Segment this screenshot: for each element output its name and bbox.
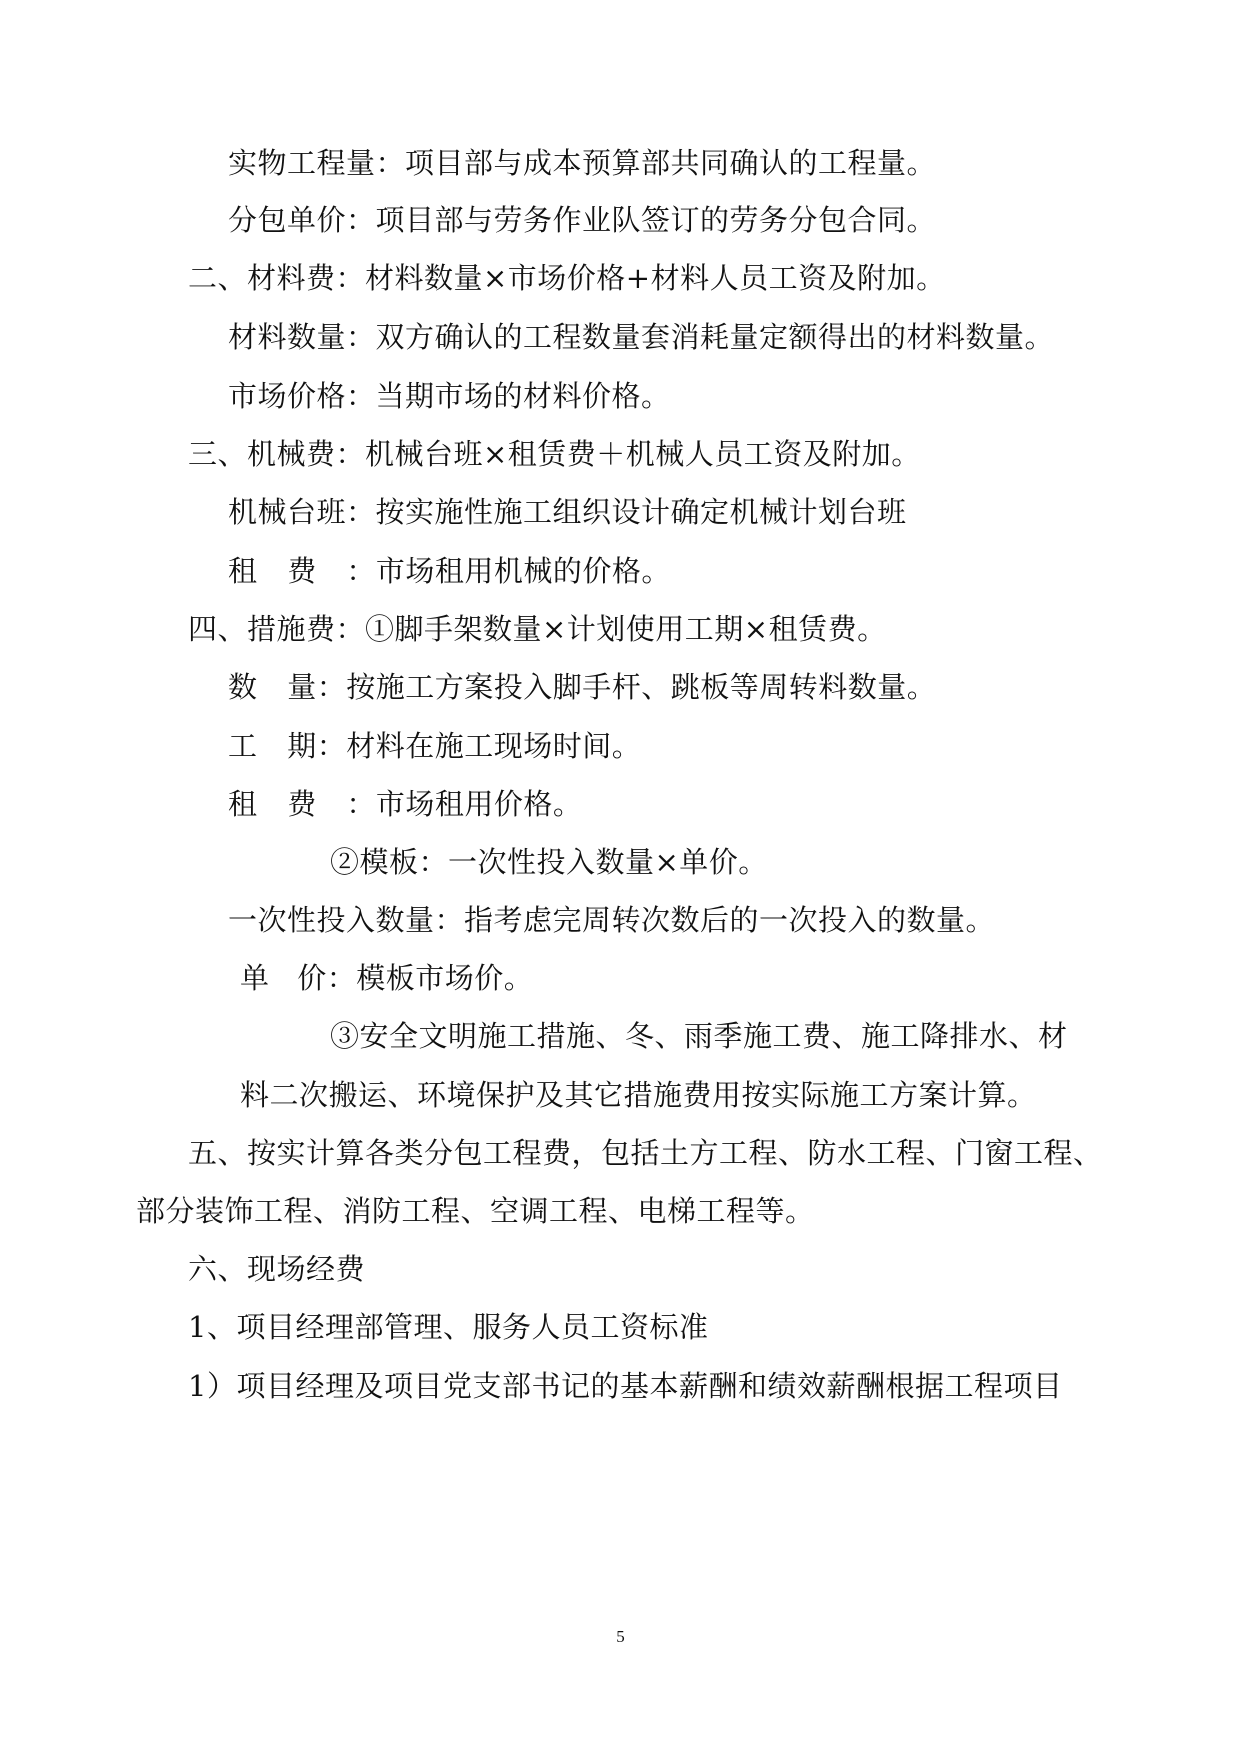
- text-line-12: 租 费 ：市场租用价格。: [228, 787, 583, 821]
- text-line-17: 料二次搬运、环境保护及其它措施费用按实际施工方案计算。: [240, 1078, 1037, 1112]
- text-line-4: 材料数量：双方确认的工程数量套消耗量定额得出的材料数量。: [228, 320, 1055, 354]
- text-line-20: 六、现场经费: [188, 1252, 366, 1286]
- text-line-5: 市场价格：当期市场的材料价格。: [228, 379, 671, 413]
- text-line-7: 机械台班：按实施性施工组织设计确定机械计划台班: [228, 495, 907, 529]
- text-line-8: 租 费 ：市场租用机械的价格。: [228, 554, 671, 588]
- text-line-10: 数 量：按施工方案投入脚手杆、跳板等周转料数量。: [228, 670, 937, 704]
- text-line-6: 三、机械费：机械台班×租赁费＋机械人员工资及附加。: [188, 437, 921, 471]
- text-line-3: 二、材料费：材料数量×市场价格+材料人员工资及附加。: [188, 261, 946, 295]
- text-line-18: 五、按实计算各类分包工程费，包括土方工程、防水工程、门窗工程、: [188, 1136, 1103, 1170]
- text-line-19: 部分装饰工程、消防工程、空调工程、电梯工程等。: [136, 1194, 815, 1228]
- text-line-21: 1、项目经理部管理、服务人员工资标准: [188, 1310, 709, 1344]
- text-line-16: ③安全文明施工措施、冬、雨季施工费、施工降排水、材: [330, 1019, 1068, 1053]
- text-line-2: 分包单价：项目部与劳务作业队签订的劳务分包合同。: [228, 203, 937, 237]
- text-line-9: 四、措施费：①脚手架数量×计划使用工期×租赁费。: [188, 612, 887, 646]
- text-line-14: 一次性投入数量：指考虑完周转次数后的一次投入的数量。: [228, 903, 996, 937]
- text-line-22: 1）项目经理及项目党支部书记的基本薪酬和绩效薪酬根据工程项目: [188, 1369, 1063, 1403]
- text-line-1: 实物工程量：项目部与成本预算部共同确认的工程量。: [228, 146, 937, 180]
- page-number: 5: [616, 1627, 625, 1646]
- text-line-15: 单 价：模板市场价。: [240, 961, 534, 995]
- text-line-11: 工 期：材料在施工现场时间。: [228, 729, 642, 763]
- text-line-13: ②模板：一次性投入数量×单价。: [330, 845, 768, 879]
